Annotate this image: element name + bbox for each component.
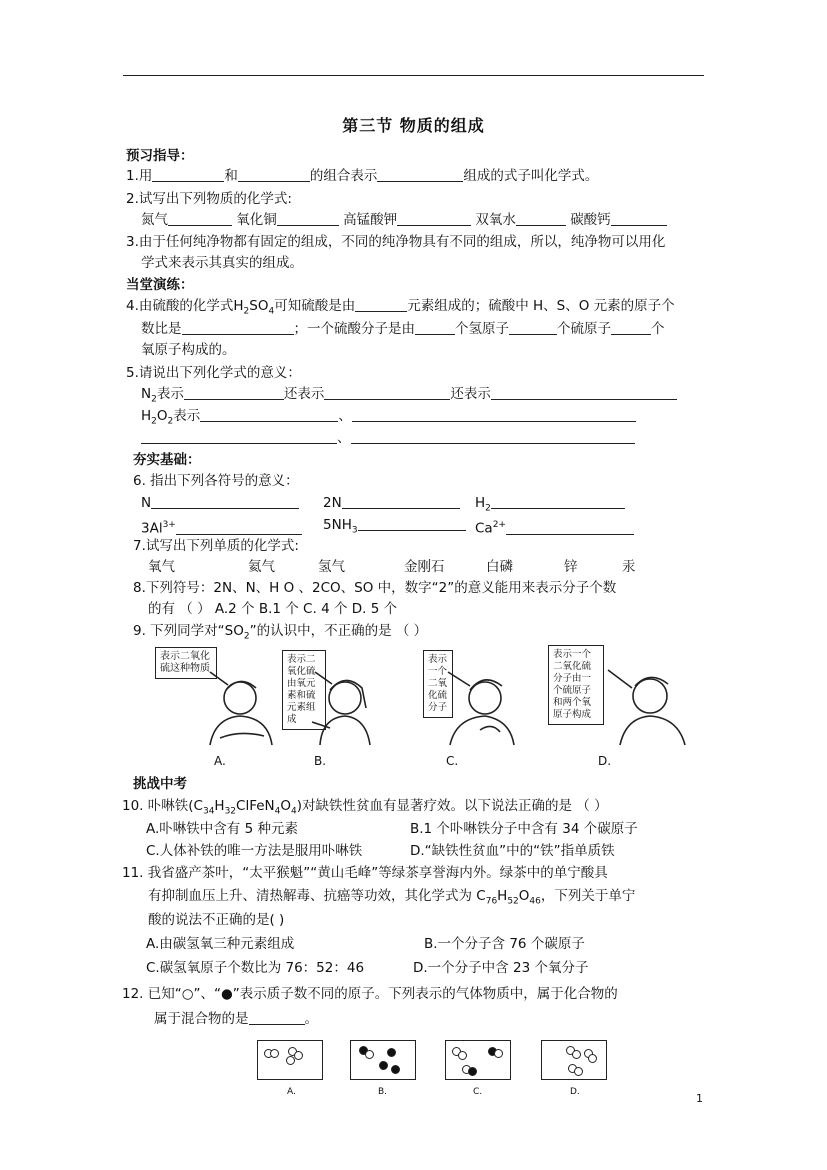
q4-text: 元素组成的；硫酸中 H、S、O 元素的原子个 [407,298,675,314]
bubble-b: 表示二氧化硫由氧元素和硫元素组成 [282,650,326,730]
q6-row1c: $H_2$ [475,494,625,518]
q5-head: 5.请说出下列化学式的意义： [126,365,301,381]
q2-item: 高锰酸钾 [343,212,398,228]
q10-option-b: B.1 个卟啉铁分子中含有 34 个碳原子 [410,821,638,837]
q12-text: 。 [304,1011,318,1027]
q7-items [148,558,636,576]
q4-line3: 氧原子构成的。 [141,342,236,358]
q6-symbol: N [141,495,152,511]
white-atom [365,1050,374,1059]
particle-box-a [257,1040,323,1080]
q4-text: 4.由硫酸的化学式 [126,298,234,314]
q10-option-c: C.人体补铁的唯一方法是服用卟啉铁 [146,843,363,859]
q1-text: 1.用 [126,168,153,184]
q12-label-d: D. [570,1087,580,1097]
q2-item: 碳酸钙 [570,212,611,228]
q7-item: 氢气 [318,559,345,575]
q6-row2c: $Ca^{2+}$ [475,516,634,538]
q4-text: 数比是 [141,321,182,337]
q7-head: 7.试写出下列单质的化学式: [133,538,299,554]
q9-label-a: A. [214,754,226,768]
q7-item: 氧气 [148,559,175,575]
q7-item: 氦气 [248,559,275,575]
white-atom [572,1050,581,1059]
bubble-c: 表示一个二氧化硫分子 [423,650,453,718]
section-practice: 当堂演练： [126,277,194,293]
q11-line1: 11. 我省盛产茶叶，“太平猴魁”“黄山毛峰”等绿茶享誉海内外。绿茶中的单宁酸具 [122,865,608,881]
q8-line1: 8.下列符号：2N、N、H O 、2CO、SO 中，数字“2”的意义能用来表示分子个数 [133,580,617,596]
q3-line2: 学式来表示其真实的组成。 [141,255,303,271]
q9-label-d: D. [598,754,612,768]
q4-text: 个硫原子 [557,321,611,337]
q1-text: 和 [224,168,238,184]
white-atom [286,1056,295,1065]
q11-text: 有抑制血压上升、清热解毒、抗癌等功效，其化学式为 C [148,888,486,904]
q11-text: O [518,888,530,904]
q7-item: 白磷 [486,559,513,575]
white-atom [270,1049,279,1058]
q6-row1 [141,494,299,512]
q10-line1: 10. 卟啉铁$(C_{34}H_{32}ClFeN_4O_4)$对缺铁性贫血有显著疗效。以下说法正确的是 （ ） [122,798,608,817]
q12-label-a: A. [287,1087,296,1097]
q8-line2: 的有 （ ） A.2 个 B.1 个 C. 4 个 D. 5 个 [148,601,398,617]
q12-line2 [154,1010,318,1028]
bubble-d: 表示一个二氧化硫分子由一个硫原子和两个氧原子构成 [548,645,604,725]
q1-text: 的组合表示 [309,168,378,184]
q6-symbol: 3Al [141,520,163,537]
q7-item: 汞 [622,559,636,575]
q6-symbol: H [475,495,486,511]
black-atom [391,1065,400,1074]
particle-box-c [445,1040,511,1080]
q10-text: )对缺铁性贫血有显著疗效。以下说法正确的是 （ ） [296,798,608,814]
q5-text: 还表示 [450,386,491,402]
page-number: 1 [696,1092,703,1105]
q12-label-b: B. [378,1087,388,1097]
q4-text: 个 [651,321,665,337]
white-atom [588,1054,597,1063]
q4-line2 [141,320,665,338]
q9-label-b: B. [314,754,327,768]
particle-box-d [541,1040,607,1080]
q2-item: 氮气 [141,212,168,228]
q2-item: 双氧水 [475,212,516,228]
black-atom [387,1048,396,1057]
q10-text: O [280,798,292,814]
q9-text: ”的认识中，不正确的是 （ ） [249,623,428,639]
black-atom [379,1061,388,1070]
white-atom [294,1051,303,1060]
q7-item: 金刚石 [404,559,445,575]
q10-option-a: A.卟啉铁中含有 5 种元素 [146,821,298,837]
q6-row2b: $5NH_3$ [323,516,466,540]
white-atom [458,1051,467,1060]
q6-symbol: Ca [475,520,493,537]
q10-option-d: D.“缺铁性贫血”中的“铁”指单质铁 [410,843,615,859]
q2-head: 2.试写出下列物质的化学式: [126,191,292,207]
q10-text: H [214,798,225,814]
bubble-a: 表示二氧化硫这种物质 [155,647,217,679]
q4-line1: 4.由硫酸的化学式$H_2SO_4$可知硫酸是由 元素组成的；硫酸中 H、S、O 元素的原子个 [126,298,675,317]
q5-text: 表示 [173,408,201,424]
q4-text: 可知硫酸是由 [274,298,356,314]
section-foundation: 夯实基础： [133,452,201,468]
q12-label-c: C. [473,1087,483,1097]
q11-option-b: B.一个分子含 76 个碳原子 [424,936,585,952]
q5-n2: $N_2$表示 还表示 还表示 [141,385,677,409]
students-illustration [180,660,720,748]
q11-option-c: C.碳氢氧原子个数比为 76：52：46 [146,960,365,976]
q10-text: 10. 卟啉铁(C [122,798,203,814]
q6-row2: $3Al^{3+}$ [141,516,302,538]
q11-option-d: D.一个分子中含 23 个氧分子 [413,960,589,976]
particle-box-b [350,1040,416,1080]
q6-head: 6. 指出下列各符号的意义： [133,473,299,489]
q5-sep: 、 [338,408,352,424]
q11-line2: 有抑制血压上升、清热解毒、抗癌等功效，其化学式为 $C_{76}H_{52}O_{46}$，下列关于单宁 [148,888,636,907]
q6-symbol: 2N [323,495,342,511]
white-atom [574,1067,583,1076]
q2-item: 氧化铜 [236,212,277,228]
q12-line1: 12. 已知“○”、“●”表示质子数不同的原子。下列表示的气体物质中，属于化合物的 [122,986,618,1002]
q2-items [141,211,667,229]
black-atom [468,1067,477,1076]
q9-question: 9. 下列同学对“$SO_2$”的认识中，不正确的是 （ ） [133,623,428,642]
page-title: 第三节 物质的组成 [342,116,485,135]
q1 [126,167,598,185]
section-exam: 挑战中考 [133,776,187,792]
q5-sep: 、 [337,430,351,446]
q11-option-a: A.由碳氢氧三种元素组成 [146,936,295,952]
q11-line3: 酸的说法不正确的是( ) [148,912,285,928]
q6-row1b [323,494,460,512]
q5-line3 [141,429,635,447]
q7-item: 锌 [564,559,578,575]
q3-line1: 3.由于任何纯净物都有固定的组成，不同的纯净物具有不同的组成，所以，纯净物可以用化 [126,234,666,250]
q4-text: ；一个硫酸分子是由 [293,321,415,337]
q1-text: 组成的式子叫化学式。 [463,168,599,184]
q5-text: 表示 [156,386,184,402]
q12-text: 属于混合物的是 [154,1011,249,1027]
q6-symbol: 5NH [323,517,352,533]
q5-text: 还表示 [283,386,325,402]
q10-text: ClFeN [236,798,275,814]
top-rule [123,75,704,76]
q11-text: H [497,888,508,904]
q9-label-c: C. [446,754,459,768]
q5-h2o2: $H_2O_2$表示 、 [141,407,636,431]
q4-text: 个氢原子 [455,321,509,337]
section-preview: 预习指导： [126,148,194,164]
q9-text: 9. 下列同学对“SO [133,623,244,639]
q11-text: ，下列关于单宁 [540,888,636,904]
white-atom [494,1049,503,1058]
